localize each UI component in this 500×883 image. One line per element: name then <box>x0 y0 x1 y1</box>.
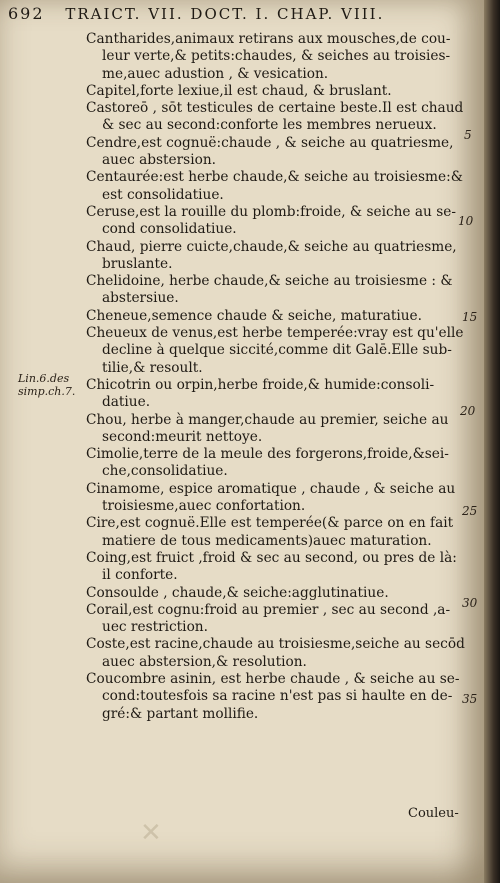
text-line: cond:toutesfois sa racine n'est pas si haulte en de- <box>102 688 453 705</box>
running-title: TRAICT. VII. DOCT. I. CHAP. VIII. <box>65 5 385 23</box>
text-line: Centaurée:est herbe chaude,& seiche au troisiesme:& <box>86 169 463 186</box>
line-number: 5 <box>464 128 472 142</box>
margin-note <box>18 372 75 398</box>
text-line: Cimolie,terre de la meule des forgerons,froide,&sei- <box>86 446 449 463</box>
text-line: Cheueux de venus,est herbe temperée:vray est qu'elle <box>86 325 464 342</box>
text-line: & sec au second:conforte les membres nerueux. <box>102 117 437 134</box>
page-edge-shadow <box>484 0 500 883</box>
text-line: bruslante. <box>102 255 173 272</box>
margin-note-line: Lin.6.des <box>18 372 70 385</box>
text-line: decline à quelque siccité,comme dit Galē.Elle sub- <box>102 342 452 359</box>
text-line: Chou, herbe à manger,chaude au premier, seiche au <box>86 411 449 428</box>
text-line: abstersiue. <box>102 290 179 307</box>
line-number: 25 <box>462 504 478 518</box>
catchword: Couleu- <box>408 806 459 821</box>
text-line: est consolidatiue. <box>102 186 224 203</box>
text-line: second:meurit nettoye. <box>102 428 263 445</box>
line-number: 10 <box>458 214 474 228</box>
text-line: cond consolidatiue. <box>102 221 237 238</box>
margin-note-line: simp.ch.7. <box>18 385 76 398</box>
text-line: Capitel,forte lexiue,il est chaud, & bruslant. <box>86 82 392 99</box>
text-line: Cinamome, espice aromatique , chaude , & seiche au <box>86 480 456 497</box>
text-line: Cire,est cognuë.Elle est temperée(& parce on en fait <box>86 515 454 532</box>
running-header <box>8 4 478 23</box>
text-line: Cantharides,animaux retirans aux mousches,de cou- <box>86 31 451 47</box>
text-line: Coing,est fruict ,froid & sec au second, ou pres de là: <box>86 549 457 566</box>
text-line: Chicotrin ou orpin,herbe froide,& humide:consoli- <box>86 376 435 393</box>
main-text-block <box>86 31 470 723</box>
line-number: 35 <box>462 692 478 706</box>
line-number: 15 <box>462 310 478 324</box>
text-line: Coste,est racine,chaude au troisiesme,seiche au secōd <box>86 636 465 653</box>
text-line: leur verte,& petits:chaudes, & seiches au troisies- <box>102 48 451 65</box>
text-line: Ceruse,est la rouille du plomb:froide, & seiche au se- <box>86 203 456 220</box>
text-line: tilie,& resoult. <box>102 359 203 376</box>
text-line: datiue. <box>102 394 151 411</box>
text-line: Corail,est cognu:froid au premier , sec au second ,a- <box>86 601 451 618</box>
text-line: auec abstersion,& resolution. <box>102 653 307 670</box>
line-number: 20 <box>460 404 476 418</box>
text-line: me,auec adustion , & vesication. <box>102 65 329 82</box>
text-line: Cheneue,semence chaude & seiche, maturatiue. <box>86 307 422 324</box>
text-line: matiere de tous medicaments)auec maturation. <box>102 532 432 549</box>
text-line: Castoreō , sōt testicules de certaine beste.Il est chaud <box>86 100 464 117</box>
text-line: il conforte. <box>102 567 178 584</box>
text-line: troisiesme,auec confortation. <box>102 498 306 515</box>
page-number: 692 <box>8 4 45 23</box>
ink-stain: ✕ <box>140 818 162 848</box>
text-line: Chelidoine, herbe chaude,& seiche au troisiesme : & <box>86 273 453 290</box>
line-number: 30 <box>462 596 478 610</box>
text-line: Cendre,est cognuë:chaude , & seiche au quatriesme, <box>86 134 454 151</box>
text-line: auec abstersion. <box>102 152 216 169</box>
text-line: Chaud, pierre cuicte,chaude,& seiche au quatriesme, <box>86 238 457 255</box>
text-line: che,consolidatiue. <box>102 463 228 480</box>
text-line: uec restriction. <box>102 619 208 636</box>
text-line: Consoulde , chaude,& seiche:agglutinatiue. <box>86 584 389 601</box>
text-line: gré:& partant mollifie. <box>102 705 259 722</box>
text-line: Coucombre asinin, est herbe chaude , & seiche au se- <box>86 670 460 687</box>
